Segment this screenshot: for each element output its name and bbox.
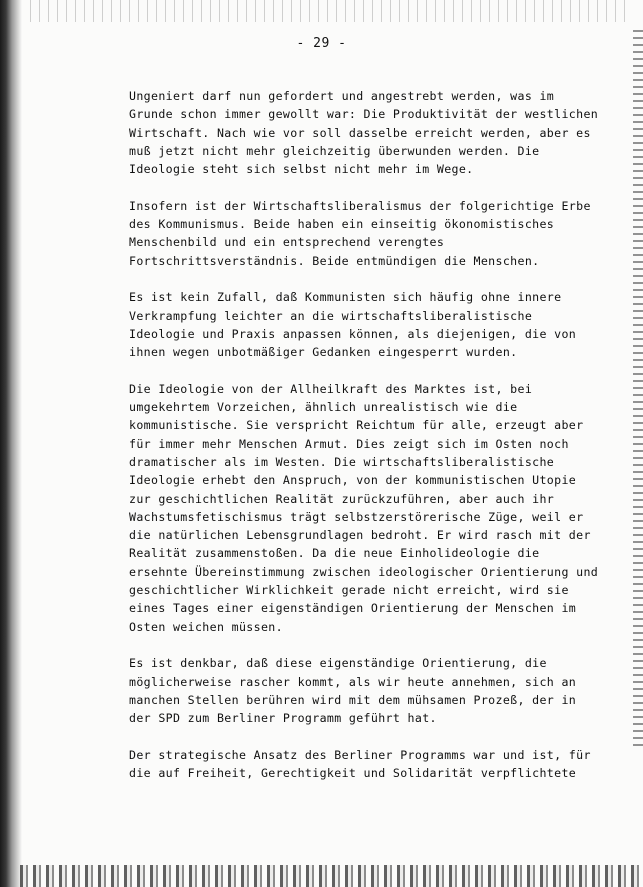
text-line: Fortschrittsverständnis. Beide entmündigen die Menschen. (129, 253, 540, 268)
text-line: Menschenbild und ein entsprechend verengtes (129, 235, 445, 250)
text-line: geschichtlicher Wirklichkeit gerade nicht erreicht, wird sie (129, 583, 569, 598)
paragraph (129, 380, 609, 636)
paragraph (129, 87, 609, 178)
text-line: für immer mehr Menschen Armut. Dies zeigt sich im Osten noch (129, 436, 569, 451)
paragraph (129, 746, 609, 783)
text-line: muß jetzt nicht mehr gleichzeitig überwunden werden. Die (129, 143, 540, 158)
text-line: die natürlichen Lebensgrundlagen bedroht. Er wird rasch mit der (129, 528, 591, 543)
scan-edge-top (30, 0, 630, 22)
scan-edge-bottom (20, 865, 643, 887)
text-line: manchen Stellen berühren wird mit dem mühsamen Prozeß, der in (129, 692, 577, 707)
page-number: - 29 - (296, 36, 347, 51)
text-line: der SPD zum Berliner Programm geführt hat. (129, 711, 437, 726)
text-line: Grunde schon immer gewollt war: Die Produktivität der westlichen (129, 107, 599, 122)
text-line: Verkrampfung leichter an die wirtschaftsliberalistische (129, 308, 533, 323)
paragraph (129, 288, 609, 361)
text-line: umgekehrtem Vorzeichen, ähnlich unrealistisch wie die (129, 400, 518, 415)
text-line: ersehnte Übereinstimmung zwischen ideologischer Orientierung und (129, 564, 599, 579)
text-line: Osten weichen müssen. (129, 619, 283, 634)
body-text (129, 87, 609, 801)
text-line: Ideologie steht sich selbst nicht mehr im Wege. (129, 162, 474, 177)
text-line: Der strategische Ansatz des Berliner Programms war und ist, für (129, 747, 591, 762)
paragraph (129, 654, 609, 727)
text-line: Wachstumsfetischismus trägt selbstzerstörerische Züge, weil er (129, 509, 584, 524)
text-line: Ungeniert darf nun gefordert und angestrebt werden, was im (129, 89, 555, 103)
text-line: dramatischer als im Westen. Die wirtschaftsliberalistische (129, 454, 555, 469)
text-line: Insofern ist der Wirtschaftsliberalismus der folgerichtige Erbe (129, 198, 591, 213)
scan-edge-left (0, 0, 22, 887)
text-line: möglicherweise rascher kommt, als wir heute annehmen, sich an (129, 674, 577, 689)
text-line: Es ist denkbar, daß diese eigenständige Orientierung, die (129, 656, 547, 671)
text-line: Ideologie erhebt den Anspruch, von der kommunistischen Utopie (129, 473, 577, 488)
text-line: die auf Freiheit, Gerechtigkeit und Solidarität verpflichtete (129, 765, 577, 780)
text-line: Es ist kein Zufall, daß Kommunisten sich häufig ohne innere (129, 290, 562, 305)
text-line: Die Ideologie von der Allheilkraft des Marktes ist, bei (129, 381, 533, 396)
scan-edge-right (633, 30, 643, 750)
text-line: ihnen wegen unbotmäßiger Gedanken eingesperrt wurden. (129, 345, 518, 360)
text-line: des Kommunismus. Beide haben ein einseitig ökonomistisches (129, 217, 555, 232)
text-line: eines Tages einer eigenständigen Orientierung der Menschen im (129, 601, 577, 616)
text-line: zur geschichtlichen Realität zurückzuführen, aber auch ihr (129, 491, 555, 506)
text-line: Wirtschaft. Nach wie vor soll dasselbe erreicht werden, aber es (129, 125, 591, 140)
text-line: kommunistische. Sie verspricht Reichtum für alle, erzeugt aber (129, 418, 584, 433)
text-line: Realität zusammenstoßen. Da die neue Einholideologie die (129, 546, 540, 561)
text-line: Ideologie und Praxis anpassen können, als diejenigen, die von (129, 326, 577, 341)
paragraph (129, 197, 609, 270)
